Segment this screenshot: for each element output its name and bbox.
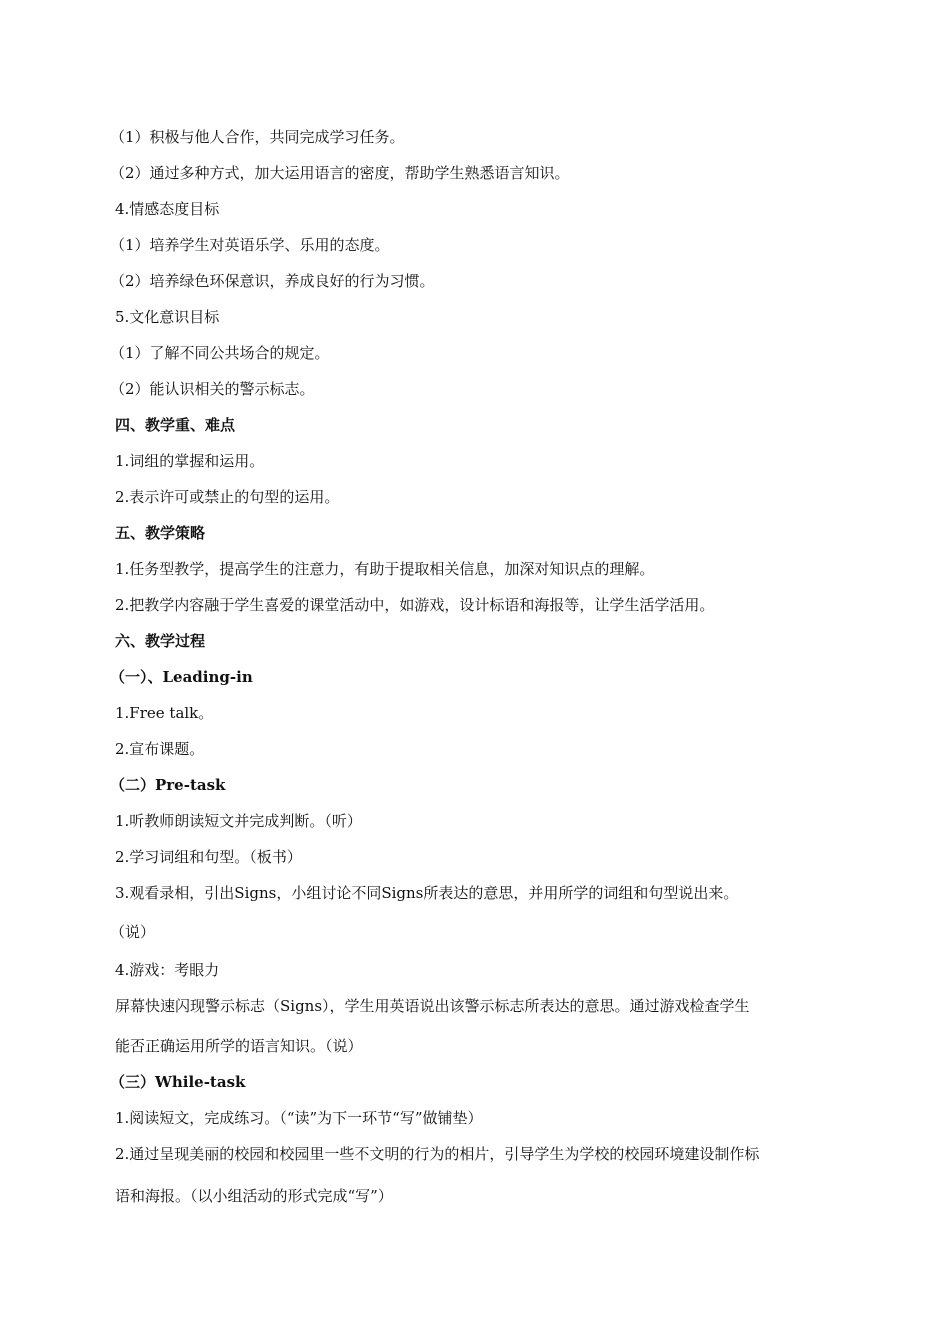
text-line: 2.把教学内容融于学生喜爱的课堂活动中，如游戏，设计标语和海报等，让学生活学活用。 <box>115 596 715 614</box>
text-line: （2）培养绿色环保意识，养成良好的行为习惯。 <box>110 272 435 290</box>
text-line: 4.情感态度目标 <box>115 200 220 218</box>
section-heading: 六、教学过程 <box>115 632 206 650</box>
text-line: 3.观看录相，引出Signs，小组讨论不同Signs所表达的意思，并用所学的词组和句型说出来。 <box>115 884 739 902</box>
text-line: 能否正确运用所学的语言知识。（说） <box>115 1037 363 1055</box>
text-line: 1.词组的掌握和运用。 <box>115 452 265 470</box>
text-line: 2.学习词组和句型。（板书） <box>115 848 302 866</box>
text-line: （2）能认识相关的警示标志。 <box>110 380 315 398</box>
text-line: （说） <box>110 923 156 941</box>
section-heading: 五、教学策略 <box>115 524 206 542</box>
text-line: 2.表示许可或禁止的句型的运用。 <box>115 488 340 506</box>
subsection-heading: （一）、Leading-in <box>110 668 253 686</box>
text-line: 2.宣布课题。 <box>115 740 205 758</box>
text-line: 1.Free talk。 <box>115 704 214 722</box>
text-line: （1）培养学生对英语乐学、乐用的态度。 <box>110 236 390 254</box>
text-line: 屏幕快速闪现警示标志（Signs），学生用英语说出该警示标志所表达的意思。通过游戏检查学生 <box>115 997 750 1015</box>
text-line: 1.阅读短文，完成练习。（“读”为下一环节“写”做铺垫） <box>115 1109 483 1127</box>
text-line: （2）通过多种方式，加大运用语言的密度，帮助学生熟悉语言知识。 <box>110 164 570 182</box>
text-line: （1）积极与他人合作，共同完成学习任务。 <box>110 128 405 146</box>
text-line: 4.游戏：考眼力 <box>115 961 220 979</box>
text-line: 1.听教师朗读短文并完成判断。（听） <box>115 812 362 830</box>
section-heading: 四、教学重、难点 <box>115 416 236 434</box>
subsection-heading: （三）While-task <box>110 1073 246 1091</box>
text-line: （1）了解不同公共场合的规定。 <box>110 344 330 362</box>
text-line: 语和海报。（以小组活动的形式完成“写”） <box>115 1187 393 1205</box>
text-line: 1.任务型教学，提高学生的注意力，有助于提取相关信息，加深对知识点的理解。 <box>115 560 655 578</box>
text-line: 5.文化意识目标 <box>115 308 220 326</box>
text-line: 2.通过呈现美丽的校园和校园里一些不文明的行为的相片，引导学生为学校的校园环境建设制作标 <box>115 1145 760 1163</box>
subsection-heading: （二）Pre-task <box>110 776 226 794</box>
